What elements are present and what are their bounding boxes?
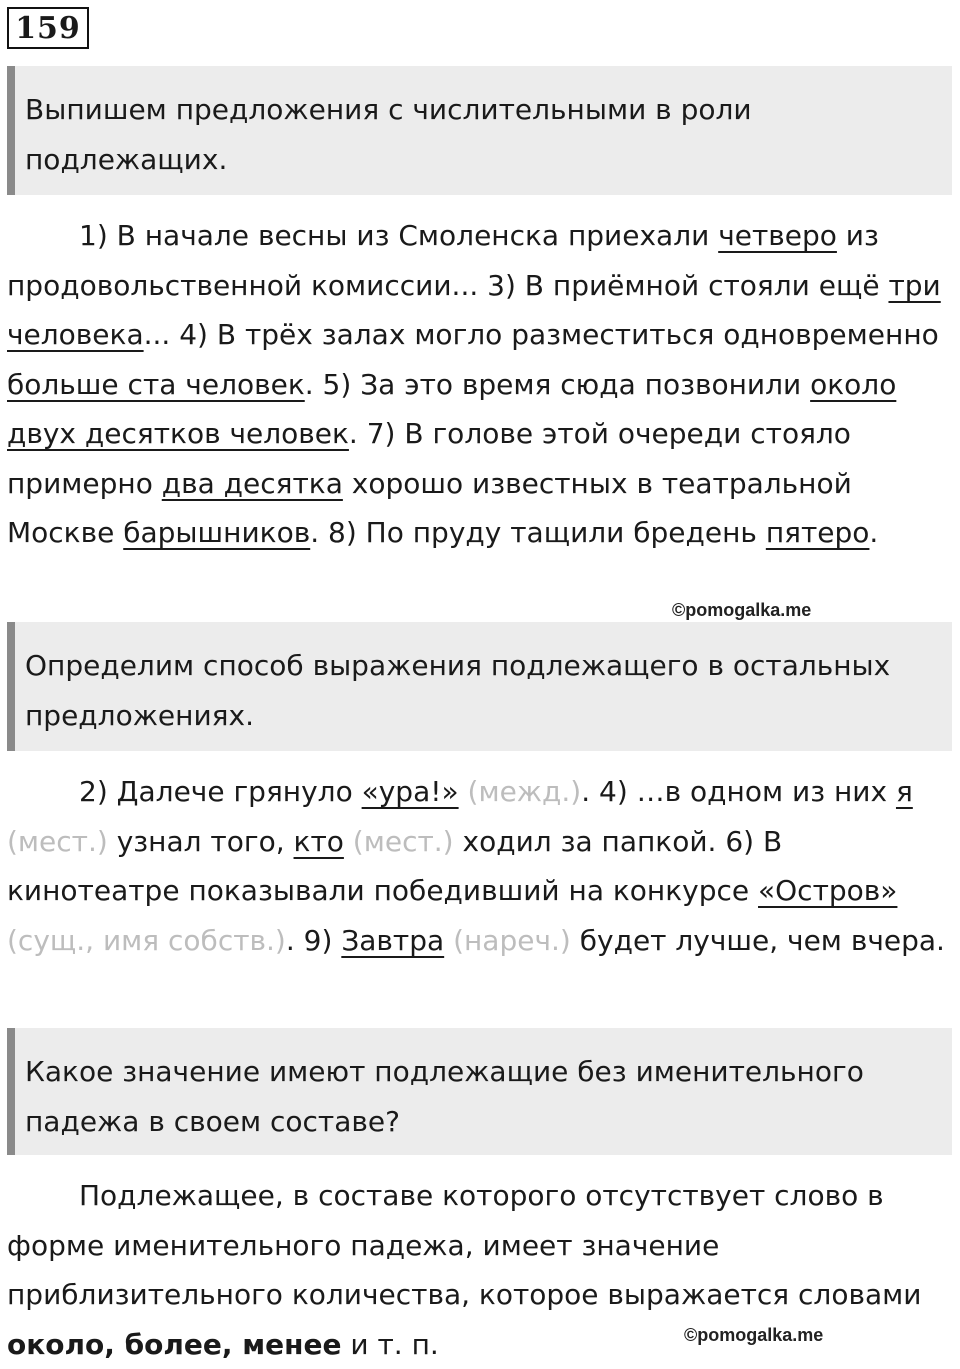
text: 2) Далече грянуло [79, 775, 362, 808]
underlined-subject: «Остров» [758, 874, 898, 907]
gray-note: (мест.) [352, 824, 454, 858]
underlined-subject: барышников [123, 516, 311, 549]
question-box-3 [7, 1028, 952, 1155]
gray-note: (сущ., имя собств.) [7, 923, 286, 957]
question-text-1: Выпишем предложения с числительными в роли подлежащих. [25, 93, 752, 176]
gray-note: (мест.) [7, 824, 108, 858]
text: Подлежащее, в составе которого отсутствует слово в форме именительного падежа, имеет значение приблизительного количества, которое выражается словами [7, 1179, 922, 1311]
underlined-subject: три человека [7, 268, 941, 351]
underlined-subject: пятеро [765, 516, 870, 549]
text: . 4) …в одном из них [581, 775, 896, 808]
answer-paragraph-1 [7, 211, 952, 558]
underlined-subject: около двух десятков человек [7, 367, 897, 450]
task-number: 159 [7, 7, 89, 49]
text: . 7) В голове этой очереди стояло примерно [7, 417, 851, 500]
text: ходил за папкой. 6) В кинотеатре показывали победивший на конкурсе [7, 824, 783, 907]
question-text-3: Какое значение имеют подлежащие без именительного падежа в своем составе? [25, 1055, 864, 1138]
underlined-subject: больше ста человек [7, 367, 305, 401]
text: 1) В начале весны из Смоленска приехали [79, 219, 719, 252]
answer-paragraph-2 [7, 767, 952, 965]
bold-words: около, более, менее [7, 1327, 342, 1361]
underlined-subject: я [895, 775, 913, 808]
watermark: ©pomogalka.me [684, 1325, 824, 1345]
text: и т. п. [341, 1327, 439, 1361]
underlined-subject: два десятка [161, 466, 343, 500]
gray-note: (межд.) [467, 775, 582, 808]
question-text-2: Определим способ выражения подлежащего в остальных предложениях. [25, 649, 891, 732]
question-box-2 [7, 622, 952, 751]
text: . 8) По пруду тащили бредень [310, 516, 766, 549]
text: . 9) [285, 923, 342, 957]
text: узнал того, [107, 824, 294, 858]
underlined-subject: четверо [718, 219, 837, 252]
text: . 5) За это время сюда позвонили [304, 367, 811, 401]
text: будет лучше, чем вчера. [570, 923, 945, 957]
text: . [869, 516, 879, 549]
text: ... 4) В трёх залах могло разместиться одновременно [143, 318, 939, 351]
question-box-1 [7, 66, 952, 195]
underlined-subject: «ура!» [361, 775, 459, 808]
text: хорошо известных в театральной Москве [7, 466, 852, 549]
text: из продовольственной комиссии... 3) В приёмной стояли ещё [7, 219, 889, 302]
underlined-subject: Завтра [341, 923, 445, 957]
underlined-subject: кто [293, 824, 344, 858]
gray-note: (нареч.) [453, 923, 571, 957]
watermark: ©pomogalka.me [672, 600, 812, 620]
